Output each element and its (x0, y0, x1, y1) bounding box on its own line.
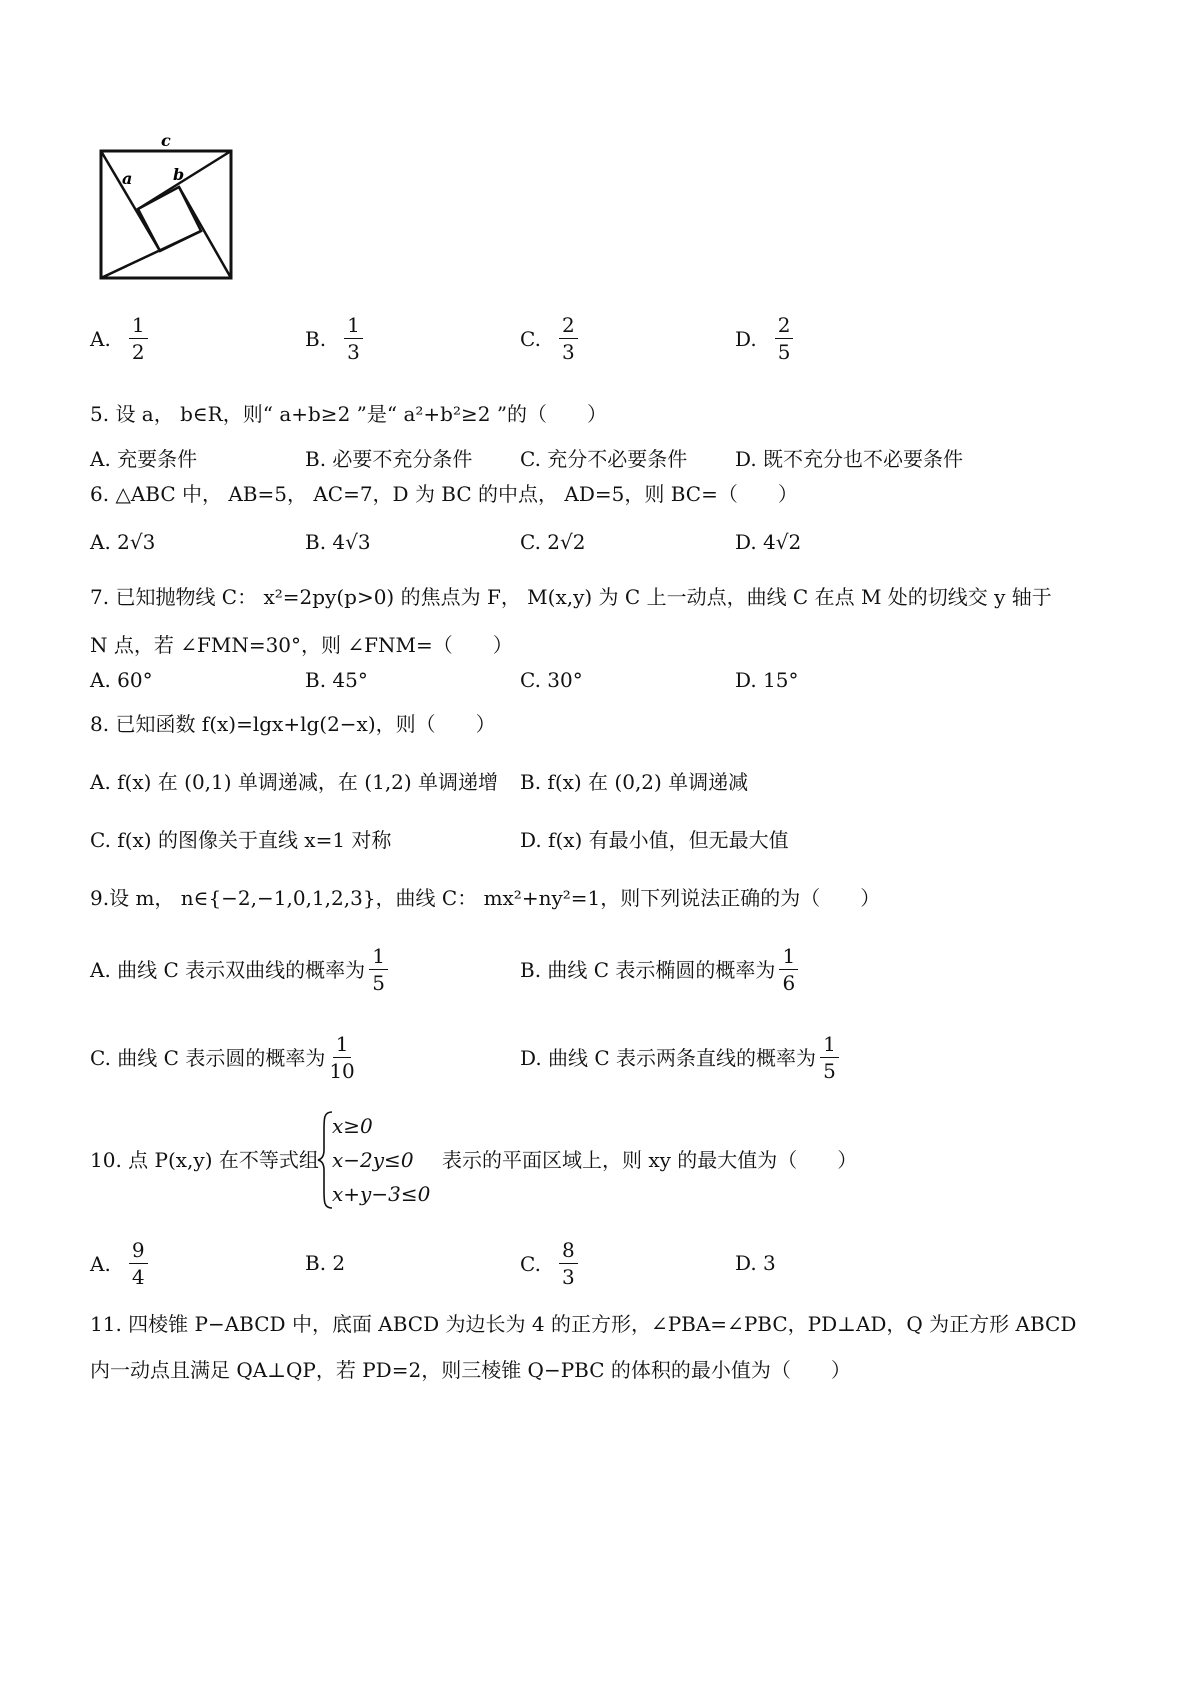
q10-option-c[interactable]: C. $\frac{8}{3}$ (520, 1240, 582, 1287)
q4-option-a[interactable]: A. $\frac{1}{2}$ (90, 315, 152, 362)
q7-option-b[interactable]: B. 45° (305, 668, 368, 692)
q5-option-a[interactable]: A. 充要条件 (90, 447, 198, 471)
q10-option-b[interactable]: B. 2 (305, 1251, 346, 1275)
q11-stem-line1: 11. 四棱锥 P−ABCD 中，底面 ABCD 为边长为 4 的正方形，∠PBA=∠PBC，PD⊥AD，Q 为正方形 ABCD (90, 1312, 1077, 1336)
q6-option-d[interactable]: D. 4√2 (735, 530, 802, 554)
label-b: b (173, 165, 185, 184)
q9-option-b[interactable]: B. 曲线 C 表示椭圆的概率为 $\frac{1}{6}$ (520, 946, 802, 993)
fraction: $\frac{8}{3}$ (559, 1240, 578, 1287)
inner-square (138, 187, 201, 251)
q7-option-a[interactable]: A. 60° (90, 668, 153, 692)
fraction: $\frac{1}{2}$ (129, 315, 148, 362)
q11-stem-line2: 内一动点且满足 QA⊥QP，若 PD=2，则三棱锥 Q−PBC 的体积的最小值为（ ） (90, 1358, 851, 1382)
segment-3 (179, 187, 231, 278)
fraction: $\frac{1}{3}$ (344, 315, 363, 362)
pinwheel-figure (95, 130, 245, 290)
fraction: $\frac{1}{5}$ (369, 946, 388, 993)
q6-option-b[interactable]: B. 4√3 (305, 530, 371, 554)
label-c: c (161, 131, 171, 150)
q7-stem-line1: 7. 已知抛物线 C： x²=2py(p>0) 的焦点为 F， M(x,y) 为 C 上一动点，曲线 C 在点 M 处的切线交 y 轴于 (90, 585, 1052, 609)
q8-stem: 8. 已知函数 f(x)=lgx+lg(2−x)，则（ ） (90, 712, 496, 736)
q5-stem: 5. 设 a， b∈R，则“ a+b≥2 ”是“ a²+b²≥2 ”的（ ） (90, 402, 608, 426)
q9-option-a[interactable]: A. 曲线 C 表示双曲线的概率为 $\frac{1}{5}$ (90, 946, 392, 993)
fraction: $\frac{9}{4}$ (129, 1240, 148, 1287)
q5-option-c[interactable]: C. 充分不必要条件 (520, 447, 688, 471)
q10-option-d[interactable]: D. 3 (735, 1251, 776, 1275)
q5-option-b[interactable]: B. 必要不充分条件 (305, 447, 473, 471)
label-a: a (122, 169, 133, 188)
fraction: $\frac{1}{6}$ (779, 946, 798, 993)
fraction: $\frac{2}{5}$ (775, 315, 794, 362)
q9-stem: 9.设 m， n∈{−2,−1,0,1,2,3}，曲线 C： mx²+ny²=1，则下列说法正确的为（ ） (90, 886, 881, 910)
q6-option-a[interactable]: A. 2√3 (90, 530, 156, 554)
q8-option-b[interactable]: B. f(x) 在 (0,2) 单调递减 (520, 770, 749, 794)
q8-option-a[interactable]: A. f(x) 在 (0,1) 单调递减，在 (1,2) 单调递增 (90, 770, 499, 794)
q10-inequality-1: x≥0 (332, 1114, 373, 1138)
q7-stem-line2: N 点，若 ∠FMN=30°，则 ∠FNM=（ ） (90, 633, 513, 657)
outer-square (101, 151, 231, 278)
q4-option-d[interactable]: D. $\frac{2}{5}$ (735, 315, 797, 362)
q4-option-c[interactable]: C. $\frac{2}{3}$ (520, 315, 582, 362)
q10-inequality-2: x−2y≤0 (332, 1148, 414, 1172)
q10-option-a[interactable]: A. $\frac{9}{4}$ (90, 1240, 152, 1287)
q8-option-c[interactable]: C. f(x) 的图像关于直线 x=1 对称 (90, 828, 392, 852)
q6-option-c[interactable]: C. 2√2 (520, 530, 586, 554)
q7-option-c[interactable]: C. 30° (520, 668, 583, 692)
q7-option-d[interactable]: D. 15° (735, 668, 799, 692)
fraction: $\frac{1}{10}$ (329, 1032, 355, 1083)
q5-option-d[interactable]: D. 既不充分也不必要条件 (735, 447, 964, 471)
q9-option-c[interactable]: C. 曲线 C 表示圆的概率为 $\frac{1}{10}$ (90, 1032, 355, 1083)
q10-suffix: 表示的平面区域上，则 xy 的最大值为（ ） (442, 1148, 858, 1172)
fraction: $\frac{1}{5}$ (820, 1034, 839, 1081)
fraction: $\frac{2}{3}$ (559, 315, 578, 362)
q6-stem: 6. △ABC 中， AB=5， AC=7，D 为 BC 的中点， AD=5，则 BC=（ ） (90, 482, 798, 506)
q9-option-d[interactable]: D. 曲线 C 表示两条直线的概率为 $\frac{1}{5}$ (520, 1034, 843, 1081)
q4-option-b[interactable]: B. $\frac{1}{3}$ (305, 315, 367, 362)
q10-inequality-3: x+y−3≤0 (332, 1182, 431, 1206)
q8-option-d[interactable]: D. f(x) 有最小值，但无最大值 (520, 828, 789, 852)
q10-prefix: 10. 点 P(x,y) 在不等式组 (90, 1148, 319, 1172)
